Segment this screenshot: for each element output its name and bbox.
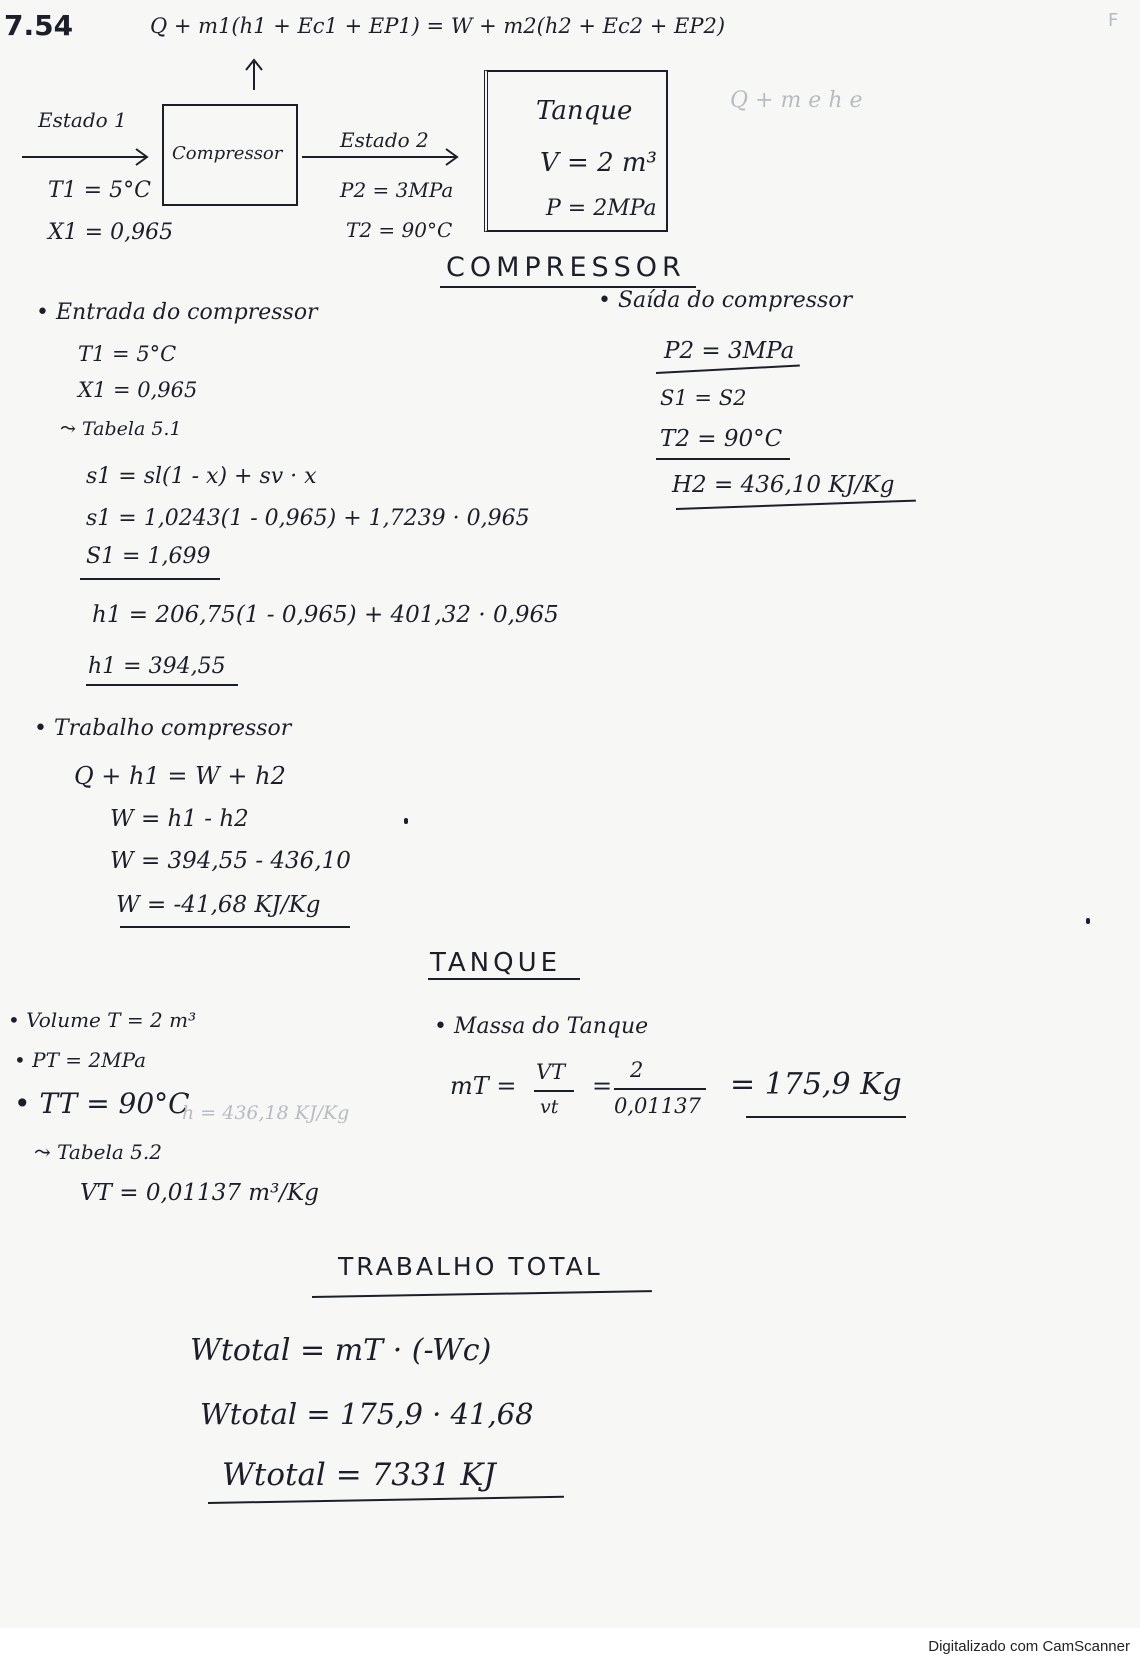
inlet-line: s1 = 1,0243(1 - 0,965) + 1,7239 · 0,965 (86, 506, 530, 531)
underline (746, 1116, 906, 1118)
tank-data-line: • TT = 90°C (14, 1087, 190, 1120)
tank-data-line: VT = 0,01137 m³/Kg (80, 1180, 319, 1206)
underline (676, 500, 916, 510)
outlet-line: T2 = 90°C (660, 426, 783, 452)
state2-label: Estado 2 (340, 128, 429, 152)
tank-volume: V = 2 m³ (540, 148, 657, 178)
underline (208, 1496, 564, 1504)
underline (120, 926, 350, 928)
tank-mass-lhs: mT = (450, 1072, 517, 1100)
work-line: W = -41,68 KJ/Kg (116, 892, 321, 918)
tank-faint-note: h = 436,18 KJ/Kg (182, 1102, 350, 1124)
inlet-line: ⤳ Tabela 5.1 (60, 418, 182, 440)
fraction-bar (614, 1088, 706, 1090)
inlet-line: s1 = sl(1 - x) + sv · x (86, 464, 317, 489)
underline (86, 684, 238, 686)
outlet-line: H2 = 436,10 KJ/Kg (672, 472, 895, 498)
work-line: W = 394,55 - 436,10 (110, 848, 351, 874)
state1-label: Estado 1 (38, 108, 127, 132)
frac1-denominator: vt (540, 1096, 559, 1118)
inlet-line: T1 = 5°C (78, 342, 177, 366)
underline (656, 364, 800, 374)
outlet-line: P2 = 3MPa (664, 338, 795, 364)
tank-heading: TANQUE (430, 948, 562, 978)
compressor-box-label: Compressor (172, 143, 283, 164)
ink-dot (1086, 918, 1090, 924)
heading-underline (312, 1290, 652, 1298)
underline (656, 458, 790, 460)
state2-temperature: T2 = 90°C (346, 218, 453, 242)
state1-temperature: T1 = 5°C (48, 178, 151, 203)
total-line: Wtotal = 7331 KJ (222, 1457, 496, 1493)
underline (80, 578, 220, 580)
frac1-numerator: VT (536, 1060, 566, 1084)
work-line: Q + h1 = W + h2 (74, 762, 286, 790)
corner-mark: F (1108, 10, 1119, 31)
total-heading: TRABALHO TOTAL (338, 1252, 603, 1281)
outlet-title: • Saída do compressor (598, 288, 853, 313)
tank-data-line: ⤳ Tabela 5.2 (34, 1140, 162, 1164)
compressor-heading: COMPRESSOR (446, 252, 686, 283)
total-line: Wtotal = 175,9 · 41,68 (200, 1397, 534, 1431)
tank-mass-result: = 175,9 Kg (730, 1067, 902, 1102)
inlet-line: h1 = 206,75(1 - 0,965) + 401,32 · 0,965 (92, 602, 559, 628)
header-equation: Q + m1(h1 + Ec1 + EP1) = W + m2(h2 + Ec2 + EP2) (150, 14, 726, 38)
footer-text: Digitalizado com CamScanner (928, 1638, 1130, 1655)
fraction-bar (534, 1090, 574, 1092)
work-title: • Trabalho compressor (34, 716, 292, 741)
tank-data-line: • PT = 2MPa (14, 1048, 147, 1072)
inlet-line: X1 = 0,965 (78, 378, 198, 402)
tank-title: Tanque (536, 96, 633, 126)
state2-pressure: P2 = 3MPa (340, 178, 454, 202)
inlet-line: h1 = 394,55 (88, 654, 226, 679)
work-line: W = h1 - h2 (110, 806, 249, 832)
scanner-footer (0, 1628, 1140, 1665)
tank-data-line: • Volume T = 2 m³ (8, 1008, 197, 1032)
state1-quality: X1 = 0,965 (48, 220, 174, 245)
total-line: Wtotal = mT · (-Wc) (190, 1333, 492, 1368)
heading-underline (428, 978, 580, 980)
frac2-numerator: 2 (630, 1058, 644, 1082)
inlet-line: S1 = 1,699 (86, 544, 211, 569)
tank-pressure: P = 2MPa (546, 196, 657, 221)
inlet-title: • Entrada do compressor (36, 300, 318, 325)
faint-note: Q + m e h e (730, 88, 863, 113)
tank-mass-title: • Massa do Tanque (434, 1014, 649, 1039)
outlet-line: S1 = S2 (660, 386, 747, 410)
ink-dot (404, 818, 408, 824)
equals-sign: = (592, 1072, 613, 1100)
problem-number: 7.54 (4, 9, 74, 42)
frac2-denominator: 0,01137 (614, 1094, 701, 1118)
